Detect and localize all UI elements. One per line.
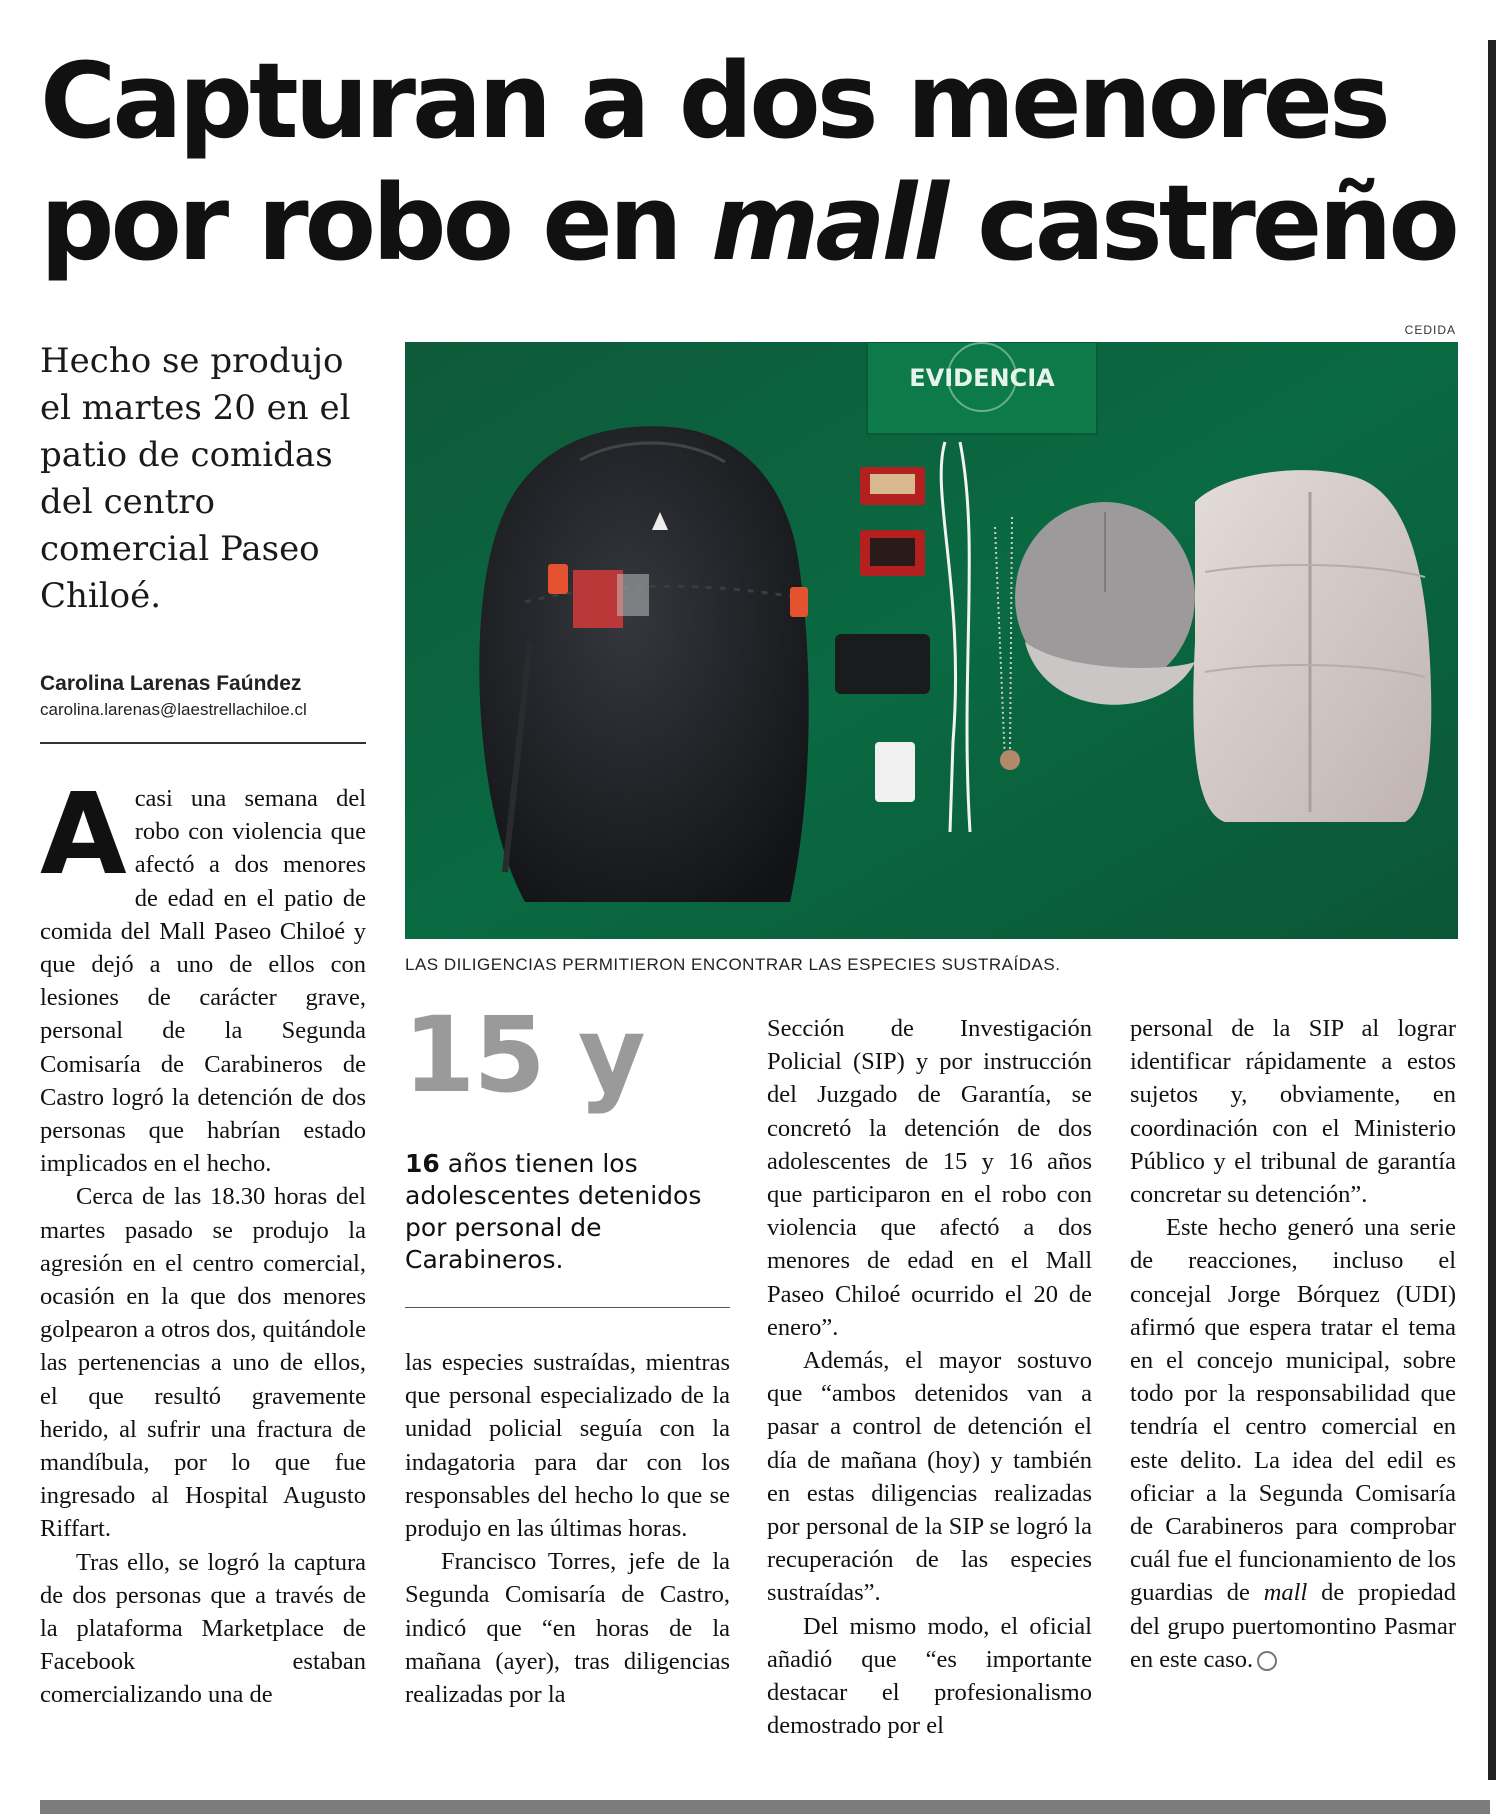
end-of-article-icon: [1257, 1651, 1277, 1671]
evidence-label: EVIDENCIA: [909, 364, 1055, 392]
page-edge: [1488, 40, 1496, 1780]
byline-author: Carolina Larenas Faúndez: [40, 672, 302, 695]
byline-email[interactable]: carolina.larenas@laestrellachiloe.cl: [40, 700, 307, 719]
photo-credit: CEDIDA: [1404, 323, 1456, 337]
stat-bold-number: 16: [405, 1149, 440, 1178]
bottom-bar: [40, 1800, 1490, 1814]
photo-caption: LAS DILIGENCIAS PERMITIERON ENCONTRAR LAS ESPECIES SUSTRAÍDAS.: [405, 955, 1061, 974]
stat-description: años tienen los adolescentes detenidos por personal de Carabineros.: [405, 1149, 702, 1274]
paragraph: Tras ello, se logró la captura de dos personas que a través de la plataforma Marketplace de Facebook estaban comercializando una de: [40, 1548, 366, 1709]
jacket: [1193, 470, 1431, 822]
paragraph: las especies sustraídas, mientras que personal especializado de la unidad policial seguía con la indagatoria para dar con los responsables del hecho lo que se produjo en las últimas horas.: [405, 1349, 730, 1543]
column-4: [1130, 1012, 1456, 1676]
column-3: [767, 1012, 1092, 1742]
evidence-photo: [405, 342, 1458, 939]
headline: [40, 40, 1470, 284]
paragraph: Sección de Investigación Policial (SIP) y por instrucción del Juzgado de Garantía, se concretó la detención de dos adolescentes de 15 y 16 años que participaron en el robo con violencia que afectó a dos menores de edad en el Mall Paseo Chiloé ocurrido el 20 de enero”.: [767, 1015, 1092, 1341]
paragraph: Además, el mayor sostuvo que “ambos detenidos van a pasar a control de detención el día de mañana (hoy) y también en estas diligencias realizadas por personal de la SIP se logró la recuperación de las especies sustraídas”.: [767, 1347, 1092, 1607]
drop-cap: A: [40, 770, 127, 900]
byline-rule: [40, 742, 366, 744]
paragraph: personal de la SIP al lograr identificar rápidamente a estos sujetos y, obviamente, en coordinación con el Ministerio Público y el tribunal de garantía concretar su detención”.: [1130, 1015, 1456, 1209]
stat-big-number: 15 y: [403, 994, 644, 1116]
paragraph: Este hecho generó una serie de reacciones, incluso el concejal Jorge Bórquez (UDI) afirmó que espera tratar el tema en el concejo municipal, sobre todo por la responsabilidad que tendría el centro comercial en este delito. La idea del edil es oficiar a la Segunda Comisaría de Carabineros para comprobar cuál fue el funcionamiento de los guardias de mall de propiedad del grupo puertomontino Pasmar en este caso.: [1130, 1214, 1456, 1673]
headline-line2a: por robo en: [40, 162, 712, 284]
stat-text: [405, 1148, 735, 1276]
stat-rule: [405, 1307, 730, 1308]
cap: [1015, 502, 1195, 705]
column-1: [40, 770, 366, 1712]
headline-line1: Capturan a dos menores: [40, 40, 1387, 162]
paragraph: Cerca de las 18.30 horas del martes pasado se produjo la agresión en el centro comercial, ocasión en la que dos menores golpearon a otros dos, quitándole las pertenencias a uno de ellos, el que resultó gravemente herido, al sufrir una fractura de mandíbula, por lo que fue ingresado al Hospital Augusto Riffart.: [40, 1183, 366, 1543]
paragraph: Acasi una semana del robo con violencia que afectó a dos menores de edad en el patio de comida del Mall Paseo Chiloé y que dejó a uno de ellos con lesiones de carácter grave, personal de la Segunda Comisaría de Carabineros de Castro logró la detención de dos personas que habrían estado implicados en el hecho.: [40, 770, 366, 1178]
evidence-box: [867, 342, 1097, 434]
headline-mall: mall: [711, 162, 945, 284]
column-2: [405, 1346, 730, 1711]
mall-italic: mall: [1263, 1579, 1308, 1607]
paragraph: Del mismo modo, el oficial añadió que “es importante destacar el profesionalismo demostrado por el: [767, 1612, 1092, 1740]
subheadline: Hecho se produjo el martes 20 en el patio de comidas del centro comercial Paseo Chiloé.: [40, 341, 351, 616]
paragraph: Francisco Torres, jefe de la Segunda Comisaría de Castro, indicó que “en horas de la mañana (ayer), tras diligencias realizadas por la: [405, 1548, 730, 1709]
headline-line2b: castreño: [944, 162, 1456, 284]
